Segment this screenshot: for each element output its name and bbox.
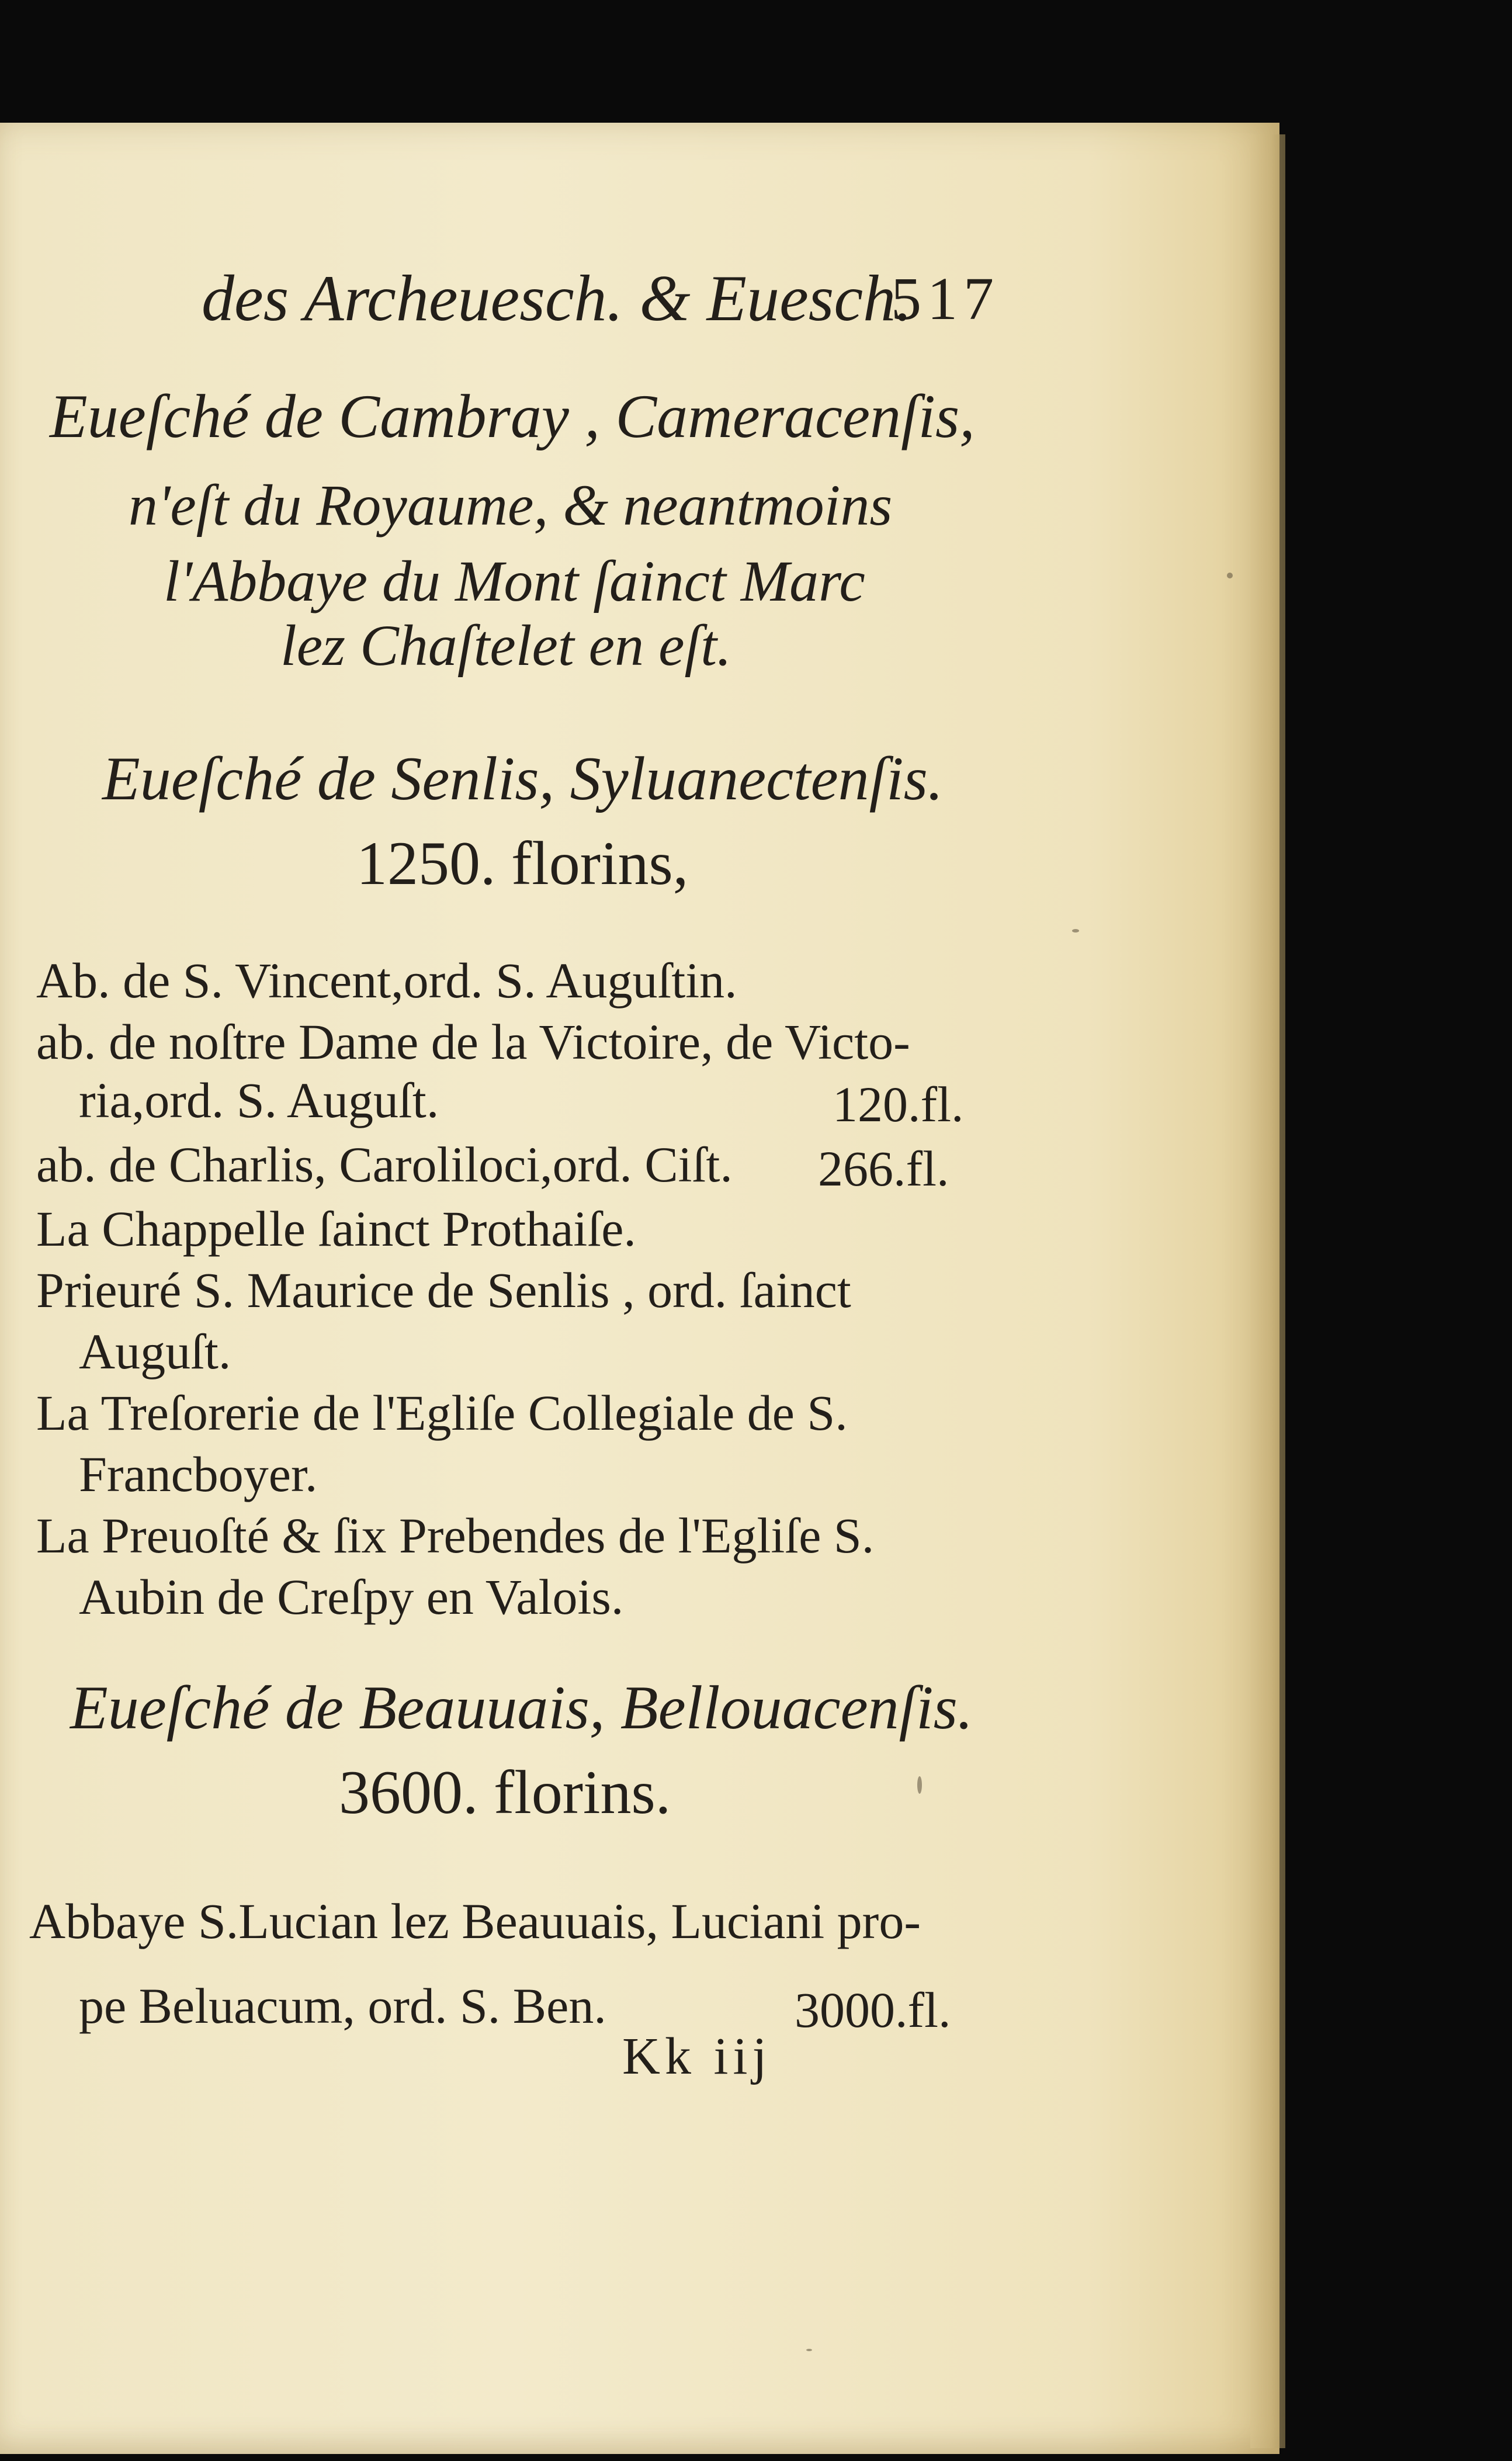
beauuais-heading: Eueſché de Beauuais, Bellouacenſis. bbox=[70, 1673, 973, 1742]
senlis-entry-value: 120.fl. bbox=[833, 1076, 964, 1132]
paper-speck bbox=[1227, 573, 1233, 578]
paper-speck bbox=[1072, 929, 1079, 933]
beauuais-entry-value: 3000.fl. bbox=[795, 1982, 951, 2038]
page-edge bbox=[1250, 134, 1285, 2448]
senlis-entry: ria,ord. S. Auguſt. bbox=[79, 1072, 439, 1128]
running-head-title: des Archeuesch. & Euesch. bbox=[202, 262, 913, 335]
cambray-heading-line-1: Eueſché de Cambray , Cameracenſis, bbox=[50, 382, 975, 450]
beauuais-entry-line-2: pe Beluacum, ord. S. Ben. bbox=[79, 1978, 606, 2034]
beauuais-entry-line-1: Abbaye S.Lucian lez Beauuais, Luciani pro- bbox=[29, 1893, 921, 1949]
senlis-entry: ab. de Charlis, Caroliloci,ord. Ciſt. bbox=[36, 1136, 733, 1193]
senlis-entry: ab. de noſtre Dame de la Victoire, de Victo- bbox=[36, 1014, 910, 1070]
senlis-entry: Auguſt. bbox=[79, 1323, 231, 1379]
senlis-entry-value: 266.fl. bbox=[818, 1141, 949, 1197]
cambray-heading-line-3: l'Abbaye du Mont ſainct Marc bbox=[164, 549, 865, 613]
senlis-entry: La Treſorerie de l'Egliſe Collegiale de S. bbox=[36, 1385, 848, 1441]
senlis-entry: Prieuré S. Maurice de Senlis , ord. ſainct bbox=[36, 1262, 851, 1318]
beauuais-amount: 3600. florins. bbox=[339, 1758, 671, 1826]
senlis-entry: La Chappelle ſainct Prothaiſe. bbox=[36, 1201, 636, 1257]
senlis-entry: Aubin de Creſpy en Valois. bbox=[79, 1569, 624, 1625]
cambray-heading-line-2: n'eſt du Royaume, & neantmoins bbox=[129, 473, 893, 538]
senlis-entry: Francboyer. bbox=[79, 1446, 318, 1502]
senlis-amount: 1250. florins, bbox=[356, 829, 689, 897]
senlis-heading: Eueſché de Senlis, Syluanectenſis. bbox=[102, 744, 944, 813]
paper-speck bbox=[917, 1776, 922, 1794]
paper-speck bbox=[806, 2349, 812, 2351]
senlis-entry: La Preuoſté & ſix Prebendes de l'Egliſe S. bbox=[36, 1507, 875, 1564]
senlis-entry: Ab. de S. Vincent,ord. S. Auguſtin. bbox=[36, 952, 737, 1008]
cambray-heading-line-4: lez Chaſtelet en eſt. bbox=[280, 613, 732, 678]
page-number: 517 bbox=[891, 265, 1000, 332]
signature-mark: Kk iij bbox=[622, 2027, 772, 2085]
